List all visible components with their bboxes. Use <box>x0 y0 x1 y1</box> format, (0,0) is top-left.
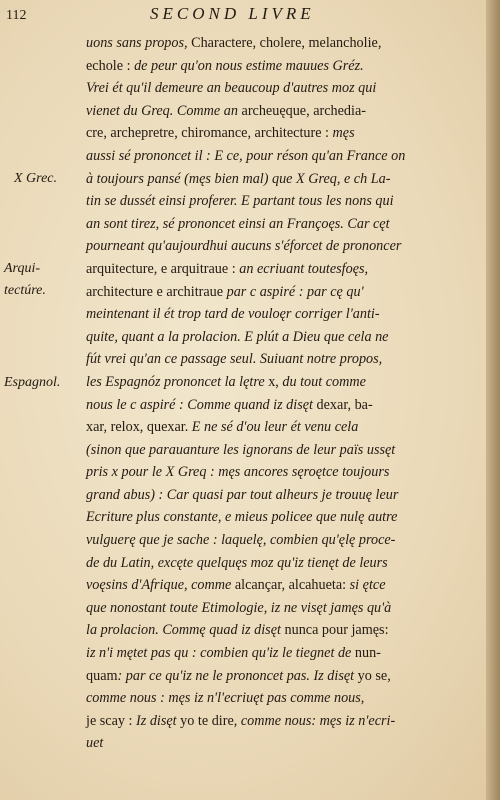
text-segment: la prolacion. Commę quad iz disęt <box>86 622 285 639</box>
text-segment: an sont tirez, sé prononcet einsi an Françoęs. Car cęt <box>86 215 390 232</box>
text-segment: Ecriture plus constante, e mieus policee que nulę autre <box>86 509 398 526</box>
text-line <box>86 461 478 484</box>
running-title: SECOND LIVRE <box>150 4 315 23</box>
text-segment: iz n'i mętet pas qu : combien qu'iz le tiegnet de <box>86 645 355 662</box>
text-segment: alcançar, alcahueta: <box>234 577 350 594</box>
text-segment: quam <box>86 667 118 684</box>
text-line <box>86 122 478 145</box>
text-segment: xar, relox, quexar. <box>86 419 192 436</box>
text-line <box>86 710 478 733</box>
text-segment: que nonostant toute Etimologie, iz ne visęt jamęs qu'à <box>86 599 392 616</box>
text-segment: E ne sé d'ou leur ét venu cela <box>191 419 359 436</box>
body-text <box>86 32 478 755</box>
text-line <box>86 597 478 620</box>
text-line <box>86 258 478 281</box>
text-line <box>86 529 478 552</box>
margin-note-espagnol: Espagnol. <box>4 375 61 390</box>
text-segment: tin se dussét einsi proferer. E partant tous les nons qui <box>86 193 394 210</box>
text-segment: architecture e architraue <box>86 283 227 300</box>
text-line <box>86 77 478 100</box>
text-line <box>86 439 478 462</box>
text-segment: męs <box>332 125 355 142</box>
text-line <box>86 665 478 688</box>
page-gutter-shadow <box>486 0 500 800</box>
text-line <box>86 281 478 304</box>
text-segment: echole : <box>86 57 135 74</box>
text-segment: de peur qu'on nous estime mauues Gréz. <box>134 57 364 74</box>
text-segment: à toujours pansé (męs bien mal) que X Greq, e ch La- <box>86 170 391 187</box>
text-segment: quite, quant a la prolacion. E plút a Dieu que cela ne <box>86 328 389 345</box>
text-segment: nous le c aspiré : Comme quand iz disęt <box>86 396 317 413</box>
text-segment: de du Latin, excęte quelquęs moz qu'iz tienęt de leurs <box>86 554 388 571</box>
text-segment: aussi sé prononcet il : E ce, pour réson qu'an France on <box>86 147 406 164</box>
text-segment: (sinon que parauanture les ignorans de leur païs ussęt <box>86 441 396 458</box>
text-line <box>86 100 478 123</box>
text-line <box>86 348 478 371</box>
text-segment: je scay : <box>86 712 137 729</box>
text-line <box>86 506 478 529</box>
text-segment: : par ce qu'iz ne le prononcet pas. Iz disęt <box>117 667 358 684</box>
text-line <box>86 552 478 575</box>
text-line <box>86 574 478 597</box>
text-segment: comme nous : męs iz n'l'ecriuęt pas comme nous, <box>86 690 365 707</box>
text-segment: Iz disęt <box>136 712 181 729</box>
text-segment: par c aspiré : par cę qu' <box>226 283 364 300</box>
text-segment: pourneant qu'aujourdhui aucuns s'éforcet de prononcer <box>86 238 402 255</box>
margin-note-x-grec: X Grec. <box>14 171 58 186</box>
text-line <box>86 416 478 439</box>
text-segment: x, <box>268 373 283 390</box>
text-segment: meintenant il ét trop tard de vouloęr corriger l'anti- <box>86 306 380 323</box>
margin-note-tecture: tectúre. <box>4 283 46 298</box>
page-header <box>0 2 486 28</box>
text-segment: comme nous: męs iz n'ecri- <box>240 712 396 729</box>
text-line <box>86 484 478 507</box>
text-line <box>86 642 478 665</box>
text-segment: dexar, ba- <box>316 396 373 413</box>
text-segment: fút vrei qu'an ce passage seul. Suiuant notre propos, <box>86 351 383 368</box>
text-segment: grand abus) : Car quasi par tout alheurs je trouuę leur <box>86 486 399 503</box>
text-line <box>86 303 478 326</box>
text-segment: an ecriuant toutesfoęs, <box>239 260 369 277</box>
text-line <box>86 235 478 258</box>
text-line <box>86 190 478 213</box>
text-line <box>86 687 478 710</box>
text-line <box>86 168 478 191</box>
text-line <box>86 619 478 642</box>
text-line <box>86 371 478 394</box>
text-line <box>86 32 478 55</box>
text-segment: si ętce <box>349 577 386 594</box>
text-segment: du tout comme <box>282 373 366 390</box>
text-segment: Vrei ét qu'il demeure an beaucoup d'autres moz qui <box>86 80 377 97</box>
text-segment: vienet du Greq. Comme an <box>86 102 242 119</box>
text-segment: Charactere, cholere, melancholie, <box>191 35 382 51</box>
text-segment: yo se, <box>357 667 391 684</box>
text-segment: yo te dire, <box>180 712 241 729</box>
text-line <box>86 145 478 168</box>
text-line <box>86 326 478 349</box>
text-segment: voęsins d'Afrique, comme <box>86 577 235 594</box>
text-segment: uons sans propos, <box>86 35 192 51</box>
text-segment: pris x pour le X Greq : męs ancores sęroętce toujours <box>86 464 390 481</box>
text-line <box>86 55 478 78</box>
text-line <box>86 394 478 417</box>
text-line <box>86 732 478 755</box>
text-segment: nun- <box>354 645 381 662</box>
text-segment: arquitecture, e arquitraue : <box>86 260 240 277</box>
text-segment: cre, archepretre, chiromance, architecture : <box>86 125 333 142</box>
margin-note-arqui: Arqui- <box>4 261 41 276</box>
text-segment: les Espagnóz prononcet la lętre <box>86 373 269 390</box>
text-segment: uet <box>86 735 104 752</box>
text-segment: archeuęque, archedia- <box>241 102 366 119</box>
text-line <box>86 213 478 236</box>
text-segment: vulguerę que je sache : laquelę, combien qu'ęlę proce- <box>86 532 396 549</box>
text-segment: nunca pour jamęs: <box>284 622 389 639</box>
page-number: 112 <box>6 8 27 23</box>
